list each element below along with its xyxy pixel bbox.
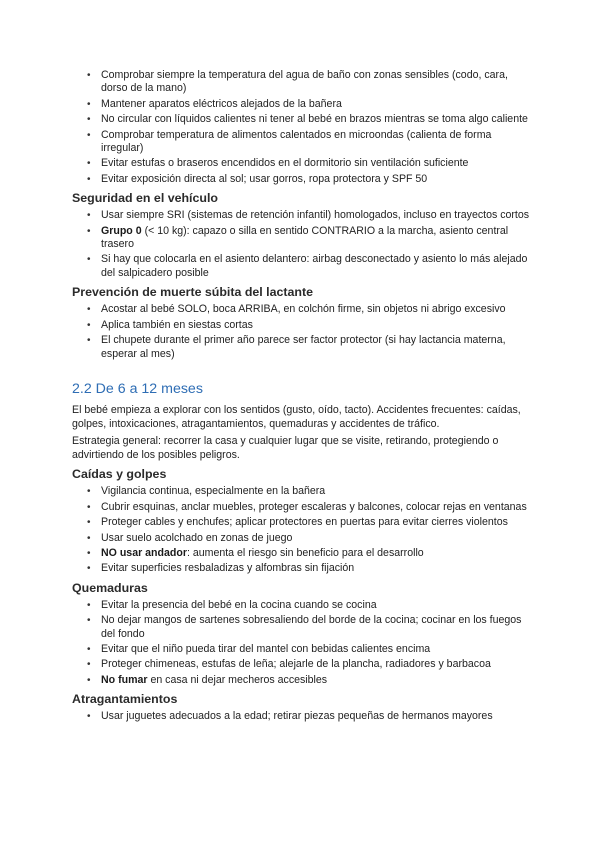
- list-item: [72, 157, 532, 170]
- choking-heading: Atragantamientos: [72, 692, 178, 707]
- list-item-text: Proteger chimeneas, estufas de leña; alejarle de la plancha, radiadores y barbacoa: [101, 658, 491, 671]
- list-item: [72, 674, 532, 687]
- list-item-emphasis: NO usar andador: [101, 546, 187, 559]
- bullet-icon: •: [87, 517, 91, 529]
- list-item-text: Evitar exposición directa al sol; usar gorros, ropa protectora y SPF 50: [101, 172, 428, 185]
- vehicle-heading: Seguridad en el vehículo: [72, 191, 218, 206]
- list-item: [72, 501, 532, 514]
- list-item: [72, 113, 532, 126]
- list-item: [72, 562, 532, 575]
- list-item-text: Comprobar siempre la temperatura del agua de baño con zonas sensibles (codo, cara, dorso de la mano): [101, 69, 508, 95]
- list-item-text: Si hay que colocarla en el asiento delantero: airbag desconectado y asiento lo más alejado del salpicadero posible: [101, 253, 528, 279]
- list-item: [72, 516, 532, 529]
- list-item-text: en casa ni dejar mecheros accesibles: [147, 673, 328, 686]
- list-item-text: Mantener aparatos eléctricos alejados de la bañera: [101, 97, 342, 110]
- list-item: [72, 334, 532, 361]
- list-item: [72, 643, 532, 656]
- list-item: [72, 253, 532, 280]
- bullet-icon: •: [87, 335, 91, 347]
- list-item: [72, 532, 532, 545]
- bullet-icon: •: [87, 158, 91, 170]
- list-item: [72, 303, 532, 316]
- section-paragraph-2: Estrategia general: recorrer la casa y cualquier lugar que se visite, retirando, protegiendo o advirtiendo de los posibles peligros.: [72, 435, 499, 461]
- list-item-text: Aplica también en siestas cortas: [101, 318, 253, 331]
- list-item-text: : aumenta el riesgo sin beneficio para el desarrollo: [186, 546, 424, 559]
- list-item: [72, 225, 532, 252]
- bullet-icon: •: [87, 129, 91, 141]
- bullet-icon: •: [87, 319, 91, 331]
- bullet-icon: •: [87, 615, 91, 627]
- list-item-text: Proteger cables y enchufes; aplicar protectores en puertas para evitar cierres violentos: [101, 516, 508, 529]
- list-item: [72, 614, 532, 641]
- burns-list: [72, 599, 532, 687]
- list-item: [72, 599, 532, 612]
- section-title: 2.2 De 6 a 12 meses: [72, 380, 203, 397]
- list-item: [72, 547, 532, 560]
- list-item-text: No dejar mangos de sartenes sobresaliendo del borde de la cocina; cocinar en los fuegos del fondo: [101, 614, 522, 640]
- choking-list: [72, 710, 532, 723]
- list-item-emphasis: Grupo 0: [101, 224, 142, 237]
- sids-heading: Prevención de muerte súbita del lactante: [72, 285, 314, 300]
- list-item: [72, 710, 532, 723]
- bullet-icon: •: [87, 486, 91, 498]
- bullet-icon: •: [87, 210, 91, 222]
- list-item-text: Usar juguetes adecuados a la edad; retirar piezas pequeñas de hermanos mayores: [101, 710, 493, 723]
- list-item: [72, 319, 532, 332]
- list-item: [72, 69, 532, 96]
- bullet-icon: •: [87, 643, 91, 655]
- bullet-icon: •: [87, 599, 91, 611]
- list-item: [72, 129, 532, 156]
- vehicle-list: [72, 209, 532, 280]
- bullet-icon: •: [87, 114, 91, 126]
- burns-heading: Quemaduras: [72, 580, 148, 595]
- list-item: [72, 98, 532, 111]
- section-paragraph-1: El bebé empieza a explorar con los sentidos (gusto, oído, tacto). Accidentes frecuentes: caídas, golpes, intoxicaciones, atragantamientos, quemaduras y accidentes de tráfico.: [72, 403, 521, 430]
- bullet-icon: •: [87, 563, 91, 575]
- list-item-text: Evitar estufas o braseros encendidos en el dormitorio sin ventilación suficiente: [101, 157, 469, 170]
- list-item-text: Comprobar temperatura de alimentos calentados en microondas (calienta de forma irregular): [101, 128, 492, 155]
- bullet-icon: •: [87, 225, 91, 237]
- list-item-text: Usar suelo acolchado en zonas de juego: [101, 531, 293, 544]
- intro-list: [72, 69, 532, 186]
- list-item: [72, 485, 532, 498]
- bullet-icon: •: [87, 173, 91, 185]
- bullet-icon: •: [87, 98, 91, 110]
- list-item: [72, 658, 532, 671]
- list-item-text: Evitar superficies resbaladizas y alfombras sin fijación: [101, 562, 355, 575]
- list-item-text: Vigilancia continua, especialmente en la bañera: [101, 485, 326, 498]
- list-item: [72, 209, 532, 222]
- bullet-icon: •: [87, 70, 91, 81]
- bullet-icon: •: [87, 501, 91, 513]
- bullet-icon: •: [87, 547, 91, 559]
- bullet-icon: •: [87, 711, 91, 723]
- bullet-icon: •: [87, 659, 91, 671]
- list-item-text: El chupete durante el primer año parece ser factor protector (si hay lactancia materna, esperar al mes): [101, 334, 506, 360]
- list-item-text: (< 10 kg): capazo o silla en sentido CONTRARIO a la marcha, asiento central trasero: [101, 224, 509, 251]
- list-item-text: Evitar la presencia del bebé en la cocina cuando se cocina: [101, 598, 377, 611]
- list-item-emphasis: No fumar: [101, 673, 148, 686]
- list-item-text: No circular con líquidos calientes ni tener al bebé en brazos mientras se toma algo caliente: [101, 113, 528, 126]
- bullet-icon: •: [87, 674, 91, 686]
- sids-list: [72, 303, 532, 361]
- bullet-icon: •: [87, 532, 91, 544]
- falls-list: [72, 485, 532, 575]
- list-item: [72, 173, 532, 186]
- falls-heading: Caídas y golpes: [72, 467, 167, 482]
- list-item-text: Usar siempre SRI (sistemas de retención infantil) homologados, incluso en trayectos cortos: [101, 209, 530, 222]
- bullet-icon: •: [87, 254, 91, 266]
- list-item-text: Evitar que el niño pueda tirar del mantel con bebidas calientes encima: [101, 642, 431, 655]
- list-item-text: Acostar al bebé SOLO, boca ARRIBA, en colchón firme, sin objetos ni abrigo excesivo: [101, 303, 506, 316]
- list-item-text: Cubrir esquinas, anclar muebles, proteger escaleras y balcones, colocar rejas en ventanas: [101, 500, 527, 513]
- document-page: [72, 69, 532, 726]
- bullet-icon: •: [87, 304, 91, 316]
